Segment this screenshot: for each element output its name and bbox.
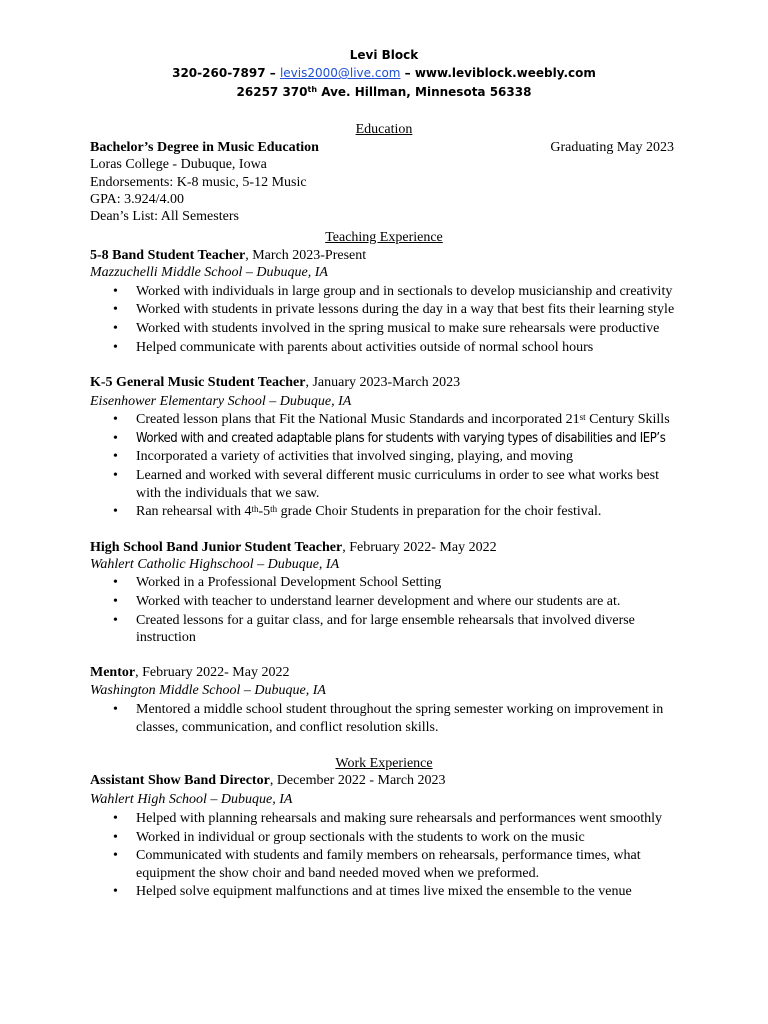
job-title: High School Band Junior Student Teacher — [90, 540, 343, 555]
bullet-marker: • — [113, 431, 118, 446]
job-title-line — [90, 539, 497, 557]
job-place: Mazzuchelli Middle School – Dubuque, IA — [90, 265, 328, 280]
bullet-marker: • — [113, 830, 118, 845]
school-line: Loras College - Dubuque, Iowa — [90, 157, 267, 172]
bullet-text: Created lesson plans that Fit the National Music Standards and incorporated 21st Century Skills — [136, 412, 670, 427]
job-title: Assistant Show Band Director — [90, 773, 270, 788]
bullet-text: Incorporated a variety of activities that involved singing, playing, and moving — [136, 449, 574, 464]
bullet-text: Worked with students involved in the spring musical to make sure rehearsals were productive — [136, 321, 660, 336]
website: www.leviblock.weebly.com — [414, 66, 596, 80]
bullet-marker: • — [113, 321, 118, 336]
bullet-text-continued: classes, communication, and conflict resolution skills. — [136, 720, 439, 735]
bullet-text: Created lessons for a guitar class, and for large ensemble rehearsals that involved diverse — [136, 613, 635, 628]
bullet-text: Worked in individual or group sectionals with the students to work on the music — [136, 830, 585, 845]
bullet-text: Worked with teacher to understand learner development and where our students are at. — [136, 594, 621, 609]
separator: – — [265, 66, 280, 80]
bullet-marker: • — [113, 302, 118, 317]
job-place: Washington Middle School – Dubuque, IA — [90, 683, 326, 698]
bullet-marker: • — [113, 340, 118, 355]
job-title-line — [90, 664, 289, 682]
address-number: 26257 370 — [236, 85, 308, 99]
teaching-heading: Teaching Experience — [325, 230, 443, 245]
job-place: Eisenhower Elementary School – Dubuque, IA — [90, 394, 352, 409]
job-title-line — [90, 772, 446, 790]
bullet-text: Helped with planning rehearsals and making sure rehearsals and performances went smoothly — [136, 811, 662, 826]
graduation-date: Graduating May 2023 — [550, 140, 674, 155]
education-heading: Education — [355, 122, 413, 137]
bullet-marker: • — [113, 594, 118, 609]
work-heading: Work Experience — [335, 756, 433, 771]
bullet-text: Worked with individuals in large group and in sectionals to develop musicianship and creativity — [136, 284, 673, 299]
deans-list: Dean’s List: All Semesters — [90, 209, 239, 224]
bullet-marker: • — [113, 412, 118, 427]
address-line — [0, 83, 768, 101]
email-link[interactable]: levis2000@live.com — [279, 66, 401, 80]
job-title-line — [90, 374, 460, 392]
candidate-name: Levi Block — [349, 48, 419, 62]
bullet-text-continued: equipment the show choir and band needed moved when we preformed. — [136, 866, 540, 881]
job-place: Wahlert High School – Dubuque, IA — [90, 792, 293, 807]
job-dates: , January 2023-March 2023 — [305, 375, 461, 390]
job-dates: , February 2022- May 2022 — [342, 540, 497, 555]
gpa: GPA: 3.924/4.00 — [90, 192, 185, 207]
job-place: Wahlert Catholic Highschool – Dubuque, IA — [90, 557, 340, 572]
bullet-marker: • — [113, 284, 118, 299]
bullet-marker: • — [113, 848, 118, 863]
job-title: K-5 General Music Student Teacher — [90, 375, 306, 390]
bullet-text: Mentored a middle school student throughout the spring semester working on improvement in — [136, 702, 664, 717]
job-dates: , December 2022 - March 2023 — [269, 773, 446, 788]
separator: – — [400, 66, 415, 80]
address-rest: Ave. Hillman, Minnesota 56338 — [317, 85, 532, 99]
job-dates: , March 2023-Present — [245, 248, 367, 263]
bullet-text: Helped communicate with parents about activities outside of normal school hours — [136, 340, 594, 355]
bullet-text: Helped solve equipment malfunctions and at times live mixed the ensemble to the venue — [136, 884, 632, 899]
job-dates: , February 2022- May 2022 — [135, 665, 290, 680]
bullet-text-continued: instruction — [136, 630, 196, 645]
bullet-marker: • — [113, 884, 118, 899]
bullet-text: Communicated with students and family members on rehearsals, performance times, what — [136, 848, 641, 863]
bullet-marker: • — [113, 449, 118, 464]
bullet-text: Learned and worked with several different music curriculums in order to see what works best — [136, 468, 660, 483]
bullet-text: Worked with students in private lessons during the day in a way that best fits their learning style — [136, 302, 675, 317]
contact-line — [0, 64, 768, 82]
bullet-marker: • — [113, 575, 118, 590]
endorsements: Endorsements: K-8 music, 5-12 Music — [90, 175, 307, 190]
bullet-text-continued: with the individuals that we saw. — [136, 486, 320, 501]
bullet-text: Ran rehearsal with 4th-5th grade Choir Students in preparation for the choir festival. — [136, 504, 602, 519]
job-title: 5-8 Band Student Teacher — [90, 248, 246, 263]
bullet-marker: • — [113, 613, 118, 628]
address-suffix: th — [307, 85, 318, 94]
bullet-text: Worked with and created adaptable plans for students with varying types of disabilities and IEP’s — [136, 431, 666, 446]
bullet-marker: • — [113, 504, 118, 519]
degree: Bachelor’s Degree in Music Education — [90, 140, 319, 155]
bullet-marker: • — [113, 702, 118, 717]
phone: 320-260-7897 — [172, 66, 266, 80]
bullet-marker: • — [113, 811, 118, 826]
job-title-line — [90, 247, 366, 265]
bullet-text: Worked in a Professional Development School Setting — [136, 575, 442, 590]
bullet-marker: • — [113, 468, 118, 483]
job-title: Mentor — [90, 665, 136, 680]
